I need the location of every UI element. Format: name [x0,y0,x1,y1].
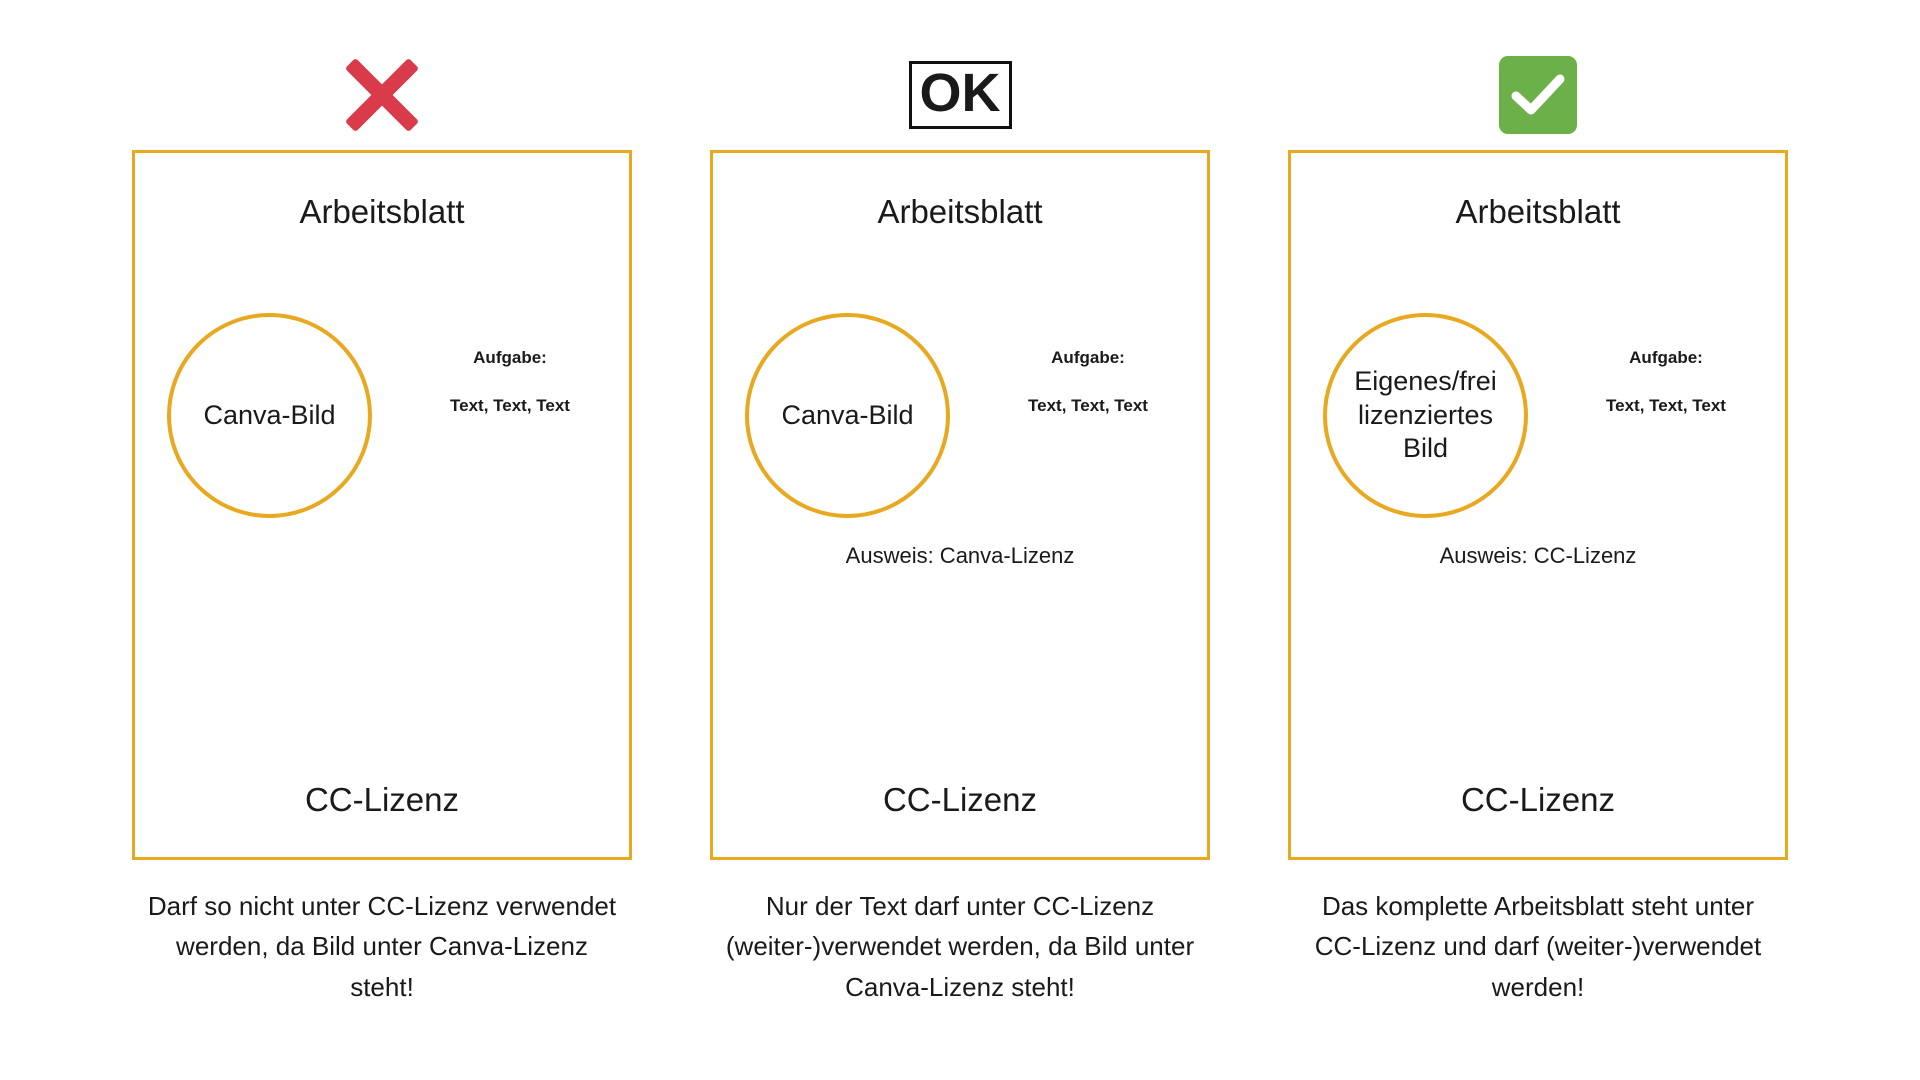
case-caption: Nur der Text darf unter CC-Lizenz (weiter-)verwendet werden, da Bild unter Canva-Lizenz steht! [725,891,1195,1002]
check-box-icon [1499,56,1577,134]
worksheet-card [132,150,632,860]
case-column-not-allowed [132,40,632,1007]
task-text: Text, Text, Text [1028,396,1148,415]
image-placeholder-label: Eigenes/frei lizenziertes Bild [1354,365,1497,464]
cross-icon [342,55,422,135]
worksheet-footer-license: CC-Lizenz [304,781,460,818]
task-block [983,348,1193,416]
license-badge-line: Ausweis: Canva-Lizenz [845,543,1075,568]
case-caption: Das komplette Arbeitsblatt steht unter CC-Lizenz und darf (weiter-)verwendet werden! [1314,891,1762,1002]
image-placeholder [745,313,950,518]
task-text: Text, Text, Text [1606,396,1726,415]
status-mark-ok [909,40,1012,150]
task-label: Aufgabe: [473,348,547,367]
worksheet-footer-license: CC-Lizenz [882,781,1038,818]
case-caption: Darf so nicht unter CC-Lizenz verwendet werden, da Bild unter Canva-Lizenz steht! [147,891,617,1002]
worksheet-card [1288,150,1788,860]
worksheet-title: Arbeitsblatt [299,193,465,230]
case-column-text-only [710,40,1210,1007]
task-label: Aufgabe: [1051,348,1125,367]
image-placeholder-label: Canva-Bild [203,399,336,430]
worksheet-title: Arbeitsblatt [1455,193,1621,230]
case-column-allowed [1288,40,1788,1007]
task-label: Aufgabe: [1629,348,1703,367]
task-block [1561,348,1771,416]
worksheet-card [710,150,1210,860]
image-placeholder [167,313,372,518]
image-placeholder [1323,313,1528,518]
ok-box-icon: OK [909,61,1012,129]
task-block [405,348,615,416]
task-text: Text, Text, Text [450,396,570,415]
image-placeholder-label: Canva-Bild [781,399,914,430]
status-mark-check [1499,40,1577,150]
worksheet-title: Arbeitsblatt [877,193,1043,230]
worksheet-footer-license: CC-Lizenz [1460,781,1616,818]
status-mark-cross [342,40,422,150]
license-badge-line: Ausweis: CC-Lizenz [1439,543,1637,568]
